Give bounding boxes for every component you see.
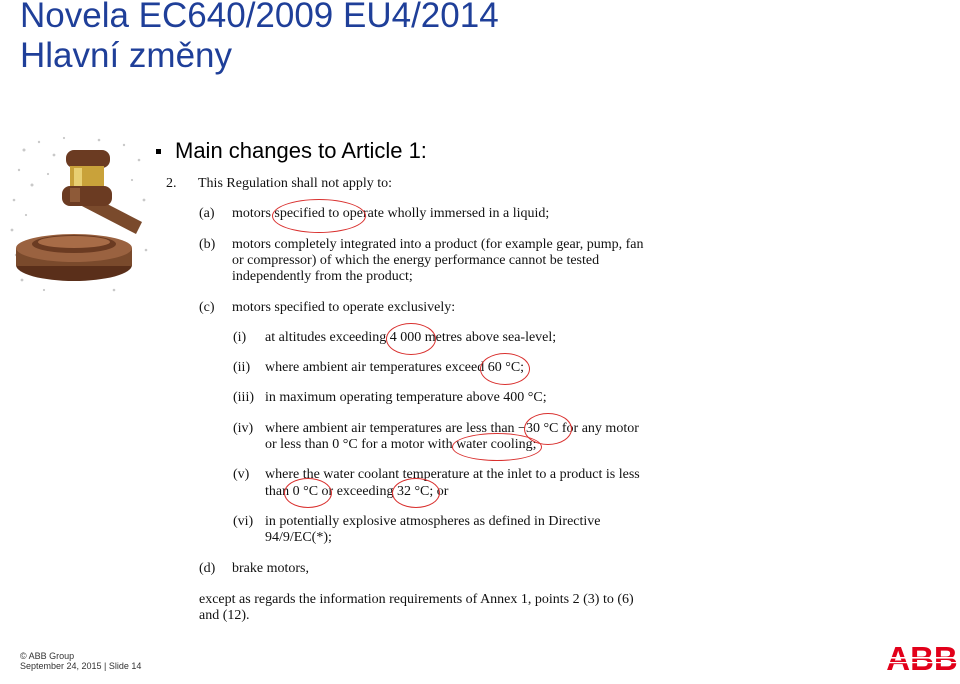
item-d-label: (d)	[199, 561, 216, 576]
footer	[20, 651, 141, 671]
item-b-label: (b)	[199, 237, 216, 252]
item-b-line-1: motors completely integrated into a product (for example gear, pump, fan	[232, 237, 644, 252]
item-iv-label: (iv)	[233, 421, 254, 436]
item-v-line-1: where the water coolant temperature at the inlet to a product is less	[265, 467, 640, 482]
item-i-label: (i)	[233, 330, 247, 345]
except-line-1: except as regards the information requirements of Annex 1, points 2 (3) to (6)	[199, 592, 634, 607]
item-c-label: (c)	[199, 300, 215, 315]
item-c-text: motors specified to operate exclusively:	[232, 300, 456, 315]
item-iv-line-2: or less than 0 °C for a motor with water cooling;	[265, 437, 537, 452]
item-b-line-2: or compressor) of which the energy performance cannot be tested	[232, 253, 600, 268]
footer-copyright: © ABB Group	[20, 651, 75, 661]
footer-date-slide: September 24, 2015 | Slide 14	[20, 661, 142, 671]
item-vi-label: (vi)	[233, 514, 254, 529]
item-v-line-2: than 0 °C or exceeding 32 °C; or	[265, 484, 449, 499]
title-line-2: Hlavní změny	[20, 36, 233, 75]
item-d-text: brake motors,	[232, 561, 309, 576]
item-iii-label: (iii)	[233, 390, 254, 405]
item-b-line-3: independently from the product;	[232, 269, 413, 284]
except-line-2: and (12).	[199, 608, 250, 623]
bullet-text: Main changes to Article 1:	[175, 138, 427, 163]
item-vi-line-1: in potentially explosive atmospheres as defined in Directive	[265, 514, 601, 529]
item-i-text: at altitudes exceeding 4 000 metres above sea-level;	[265, 330, 557, 345]
item-a-label: (a)	[199, 206, 215, 221]
abb-logo	[887, 642, 957, 679]
item-iv-line-1: where ambient air temperatures are less than −30 °C for any motor	[265, 421, 639, 436]
item-iii-text: in maximum operating temperature above 400 °C;	[265, 390, 547, 405]
item-a-text: motors specified to operate wholly immersed in a liquid;	[232, 206, 550, 221]
item-ii-text: where ambient air temperatures exceed 60 °C;	[265, 360, 525, 375]
item-2-number: 2.	[166, 176, 177, 191]
title-line-1: Novela EC640/2009 EU4/2014	[20, 0, 499, 35]
item-vi-line-2: 94/9/EC(*);	[265, 530, 332, 545]
item-ii-label: (ii)	[233, 360, 251, 375]
item-v-label: (v)	[233, 467, 250, 482]
item-2-text: This Regulation shall not apply to:	[198, 176, 393, 191]
